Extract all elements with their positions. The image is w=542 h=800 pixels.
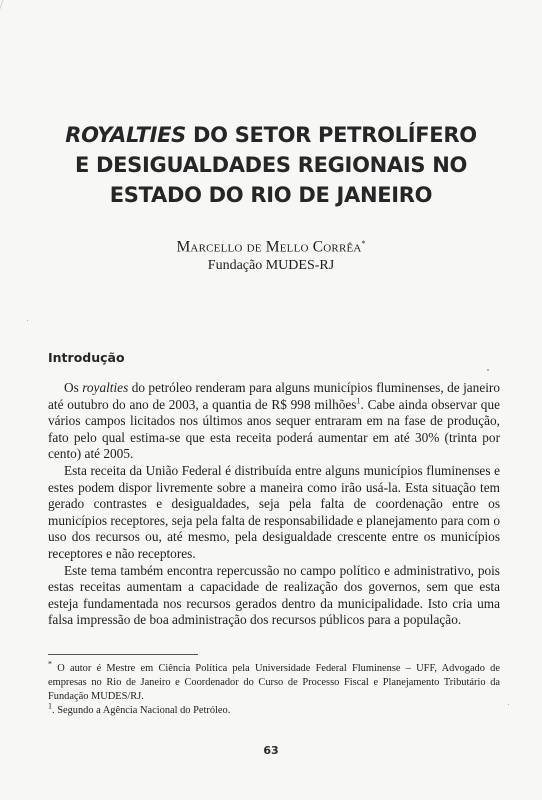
scan-corner-mark <box>0 0 12 14</box>
footnote-ref-1: 1 <box>356 396 361 406</box>
author-footnote-marker: * <box>361 239 366 248</box>
article-title <box>40 120 502 210</box>
author-name: Marcello de Mello Corrêa <box>176 238 362 256</box>
footnote-1-marker: 1 <box>48 701 52 711</box>
paragraph-1-italic: royalties <box>82 380 129 395</box>
footnotes <box>48 659 500 718</box>
footnote-1-text: . Segundo a Agência Nacional do Petróleo. <box>52 705 231 716</box>
scan-speck <box>27 320 28 321</box>
page-number: 63 <box>263 744 279 757</box>
paragraph-1 <box>48 380 500 463</box>
author-affiliation: Fundação MUDES-RJ <box>207 257 335 273</box>
paragraph-2: Esta receita da União Federal é distribuída entre alguns municípios fluminenses e estes podem dispor livremente sobre a maneira como irão usá-la. Esta situação tem gerado contrastes e desigualdades, seja pela falta de coordenação entre os municípios receptores, seja pela falta de responsabilidade e planejamento para com o uso dos recursos ou, até mesmo, pela desigualdade crescente entre os municípios receptores e não receptores. <box>48 462 500 561</box>
paragraph-1-start: Os <box>64 380 83 395</box>
footnote-1 <box>48 701 500 718</box>
title-line-3: ESTADO DO RIO DE JANEIRO <box>109 183 433 207</box>
paragraph-1-middle: do petróleo renderam para alguns municípios fluminenses, de janeiro até outubro do ano de 2003, a quantia de R$ 998 milhões <box>48 380 500 412</box>
body-text <box>48 380 500 629</box>
footnote-rule <box>48 654 198 655</box>
author-block <box>40 235 502 274</box>
scan-speck <box>487 369 489 371</box>
title-line-2: E DESIGUALDADES REGIONAIS NO <box>74 153 468 177</box>
paragraph-3: Este tema também encontra repercussão no campo político e administrativo, pois estas receitas aumentam a capacidade de realização dos governos, sem que esta esteja fundamentada nos recursos gerados dentro da municipalidade. Isto cria uma falsa impressão de boa administração dos recursos públicos para a população. <box>48 562 500 628</box>
footnote-author-text: O autor é Mestre em Ciência Política pela Universidade Federal Fluminense – UFF, Advogado de empresas no Rio de Janeiro e Coordenador do Curso de Processo Fiscal e Planejamento Tributário da Fundação MUDES/RJ. <box>48 663 500 702</box>
paragraph-1-end: . Cabe ainda observar que vários campos licitados nos últimos anos sequer entraram em na fase de produção, fato pelo qual estima-se que esta receita poderá aumentar em até 30% (trinta por cento) até 2005. <box>48 396 500 462</box>
title-line-1 <box>40 120 502 150</box>
title-line-1-rest: DO SETOR PETROLÍFERO <box>186 123 477 147</box>
title-italic-word: ROYALTIES <box>65 123 187 147</box>
scan-speck <box>508 704 509 705</box>
section-heading: Introdução <box>48 350 125 365</box>
footnote-author <box>48 659 500 704</box>
footnote-author-marker: * <box>48 659 52 669</box>
